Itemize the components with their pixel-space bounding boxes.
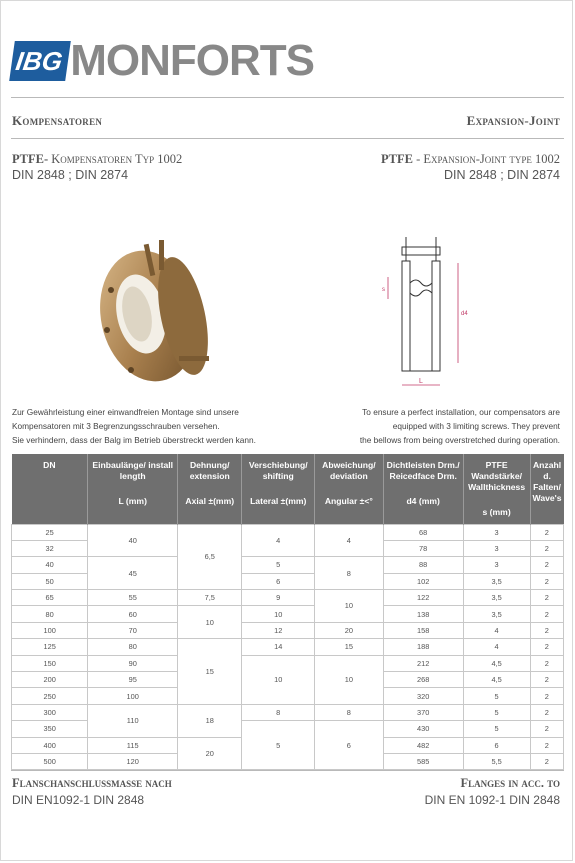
- cell-wall: 3,5: [463, 573, 530, 589]
- cell-d4: 482: [383, 737, 463, 753]
- cell-wall: 5: [463, 688, 530, 704]
- cell-dn: 250: [12, 688, 88, 704]
- drawing-label-d4: d4: [461, 311, 468, 317]
- cell-d4: 320: [383, 688, 463, 704]
- cell-wall: 5: [463, 721, 530, 737]
- title-left: [12, 152, 182, 167]
- cell-axial: 18: [178, 704, 242, 737]
- cell-dn: 100: [12, 622, 88, 638]
- title-left-bold: PTFE-: [12, 152, 49, 166]
- divider: [11, 770, 564, 771]
- header-angular: Abweichung/ deviation Angular ±<°: [315, 454, 384, 524]
- company-logo: [12, 36, 314, 85]
- cell-dn: 300: [12, 704, 88, 720]
- cell-install-length: 80: [88, 639, 178, 655]
- standard-left: DIN 2848 ; DIN 2874: [12, 168, 129, 182]
- cell-waves: 2: [530, 721, 563, 737]
- cell-lateral: 12: [242, 622, 315, 638]
- drawing-label-L: L: [419, 378, 423, 385]
- header-waves: Anzahl d. Falten/ Wave's: [530, 454, 563, 524]
- cell-lateral: 9: [242, 590, 315, 606]
- cell-d4: 68: [383, 524, 463, 540]
- cell-wall: 3,5: [463, 590, 530, 606]
- cell-dn: 400: [12, 737, 88, 753]
- footer-right-standard: DIN EN 1092-1 DIN 2848: [424, 793, 560, 807]
- cell-angular: 4: [315, 524, 384, 557]
- cell-d4: 585: [383, 753, 463, 769]
- cell-waves: 2: [530, 688, 563, 704]
- cell-axial: 20: [178, 737, 242, 770]
- title-right-rest: - Expansion-Joint type 1002: [413, 152, 560, 166]
- footer-left-standard: DIN EN1092-1 DIN 2848: [12, 793, 145, 807]
- cell-install-length: 40: [88, 524, 178, 557]
- cell-wall: 3,5: [463, 606, 530, 622]
- drawing-label-s: s: [382, 287, 385, 293]
- cell-d4: 102: [383, 573, 463, 589]
- table-row: [12, 557, 564, 573]
- description-line: equipped with 3 limiting screws. They prevent: [392, 421, 560, 431]
- cell-waves: 2: [530, 606, 563, 622]
- cell-waves: 2: [530, 639, 563, 655]
- standard-right: DIN 2848 ; DIN 2874: [443, 168, 560, 182]
- description-line: To ensure a perfect installation, our compensators are: [362, 407, 560, 417]
- cell-wall: 4,5: [463, 655, 530, 671]
- cell-lateral: 10: [242, 655, 315, 704]
- cell-wall: 5,5: [463, 753, 530, 769]
- cell-wall: 4,5: [463, 672, 530, 688]
- header-d4: Dichtleisten Drm./ Reicedface Drm. d4 (mm): [383, 454, 463, 524]
- table-row: [12, 639, 564, 655]
- cell-axial: 10: [178, 606, 242, 639]
- table-row: [12, 655, 564, 671]
- cell-d4: 158: [383, 622, 463, 638]
- cell-dn: 80: [12, 606, 88, 622]
- cell-axial: 15: [178, 639, 242, 705]
- cell-dn: 200: [12, 672, 88, 688]
- description-left: [12, 405, 256, 447]
- cell-angular: 8: [315, 557, 384, 590]
- cell-dn: 65: [12, 590, 88, 606]
- cell-d4: 88: [383, 557, 463, 573]
- cell-d4: 370: [383, 704, 463, 720]
- table-row: [12, 606, 564, 622]
- header-axial: Dehnung/ extension Axial ±(mm): [178, 454, 242, 524]
- cell-wall: 6: [463, 737, 530, 753]
- cell-waves: 2: [530, 753, 563, 769]
- logo-badge: IBG: [9, 41, 71, 81]
- cell-waves: 2: [530, 557, 563, 573]
- cell-wall: 3: [463, 540, 530, 556]
- cell-install-length: 95: [88, 672, 178, 688]
- table-header-row: [12, 454, 564, 524]
- cell-d4: 268: [383, 672, 463, 688]
- cell-dn: 125: [12, 639, 88, 655]
- divider: [11, 97, 564, 98]
- cell-waves: 2: [530, 590, 563, 606]
- cell-d4: 188: [383, 639, 463, 655]
- table-row: [12, 622, 564, 638]
- cell-d4: 78: [383, 540, 463, 556]
- title-right-bold: PTFE: [381, 152, 413, 166]
- cell-wall: 4: [463, 639, 530, 655]
- table-row: [12, 524, 564, 540]
- cell-install-length: 120: [88, 753, 178, 769]
- cell-waves: 2: [530, 524, 563, 540]
- header-install-length: Einbaulänge/ install length L (mm): [88, 454, 178, 524]
- category-left: Kompensatoren: [12, 113, 103, 128]
- logo-wordmark: MONFORTS: [70, 36, 314, 85]
- cell-lateral: 10: [242, 606, 315, 622]
- cell-waves: 2: [530, 655, 563, 671]
- cell-install-length: 70: [88, 622, 178, 638]
- cell-lateral: 6: [242, 573, 315, 589]
- cell-dn: 350: [12, 721, 88, 737]
- description-line: Kompensatoren mit 3 Begrenzungsschrauben versehen.: [12, 421, 220, 431]
- cell-lateral: 14: [242, 639, 315, 655]
- cell-angular: 20: [315, 622, 384, 638]
- cell-wall: 3: [463, 557, 530, 573]
- cell-lateral: 4: [242, 524, 315, 557]
- cell-install-length: 90: [88, 655, 178, 671]
- header-wall: PTFE Wandstärke/ Wallthickness s (mm): [463, 454, 530, 524]
- cell-angular: 10: [315, 655, 384, 704]
- cell-angular: 15: [315, 639, 384, 655]
- cell-install-length: 60: [88, 606, 178, 622]
- cell-dn: 25: [12, 524, 88, 540]
- description-right: [360, 405, 560, 447]
- cell-lateral: 5: [242, 721, 315, 770]
- cell-wall: 3: [463, 524, 530, 540]
- cell-dn: 500: [12, 753, 88, 769]
- cell-waves: 2: [530, 540, 563, 556]
- cell-d4: 212: [383, 655, 463, 671]
- cell-d4: 138: [383, 606, 463, 622]
- spec-table: [11, 454, 564, 770]
- divider: [11, 138, 564, 139]
- header-dn: DN: [12, 454, 88, 524]
- footer-right-title: Flanges in acc. to: [460, 776, 560, 790]
- cell-install-length: 100: [88, 688, 178, 704]
- cell-waves: 2: [530, 737, 563, 753]
- footer-left-title: Flanschanschlussmaße nach: [12, 776, 172, 790]
- category-right: Expansion-Joint: [466, 113, 560, 128]
- cell-wall: 5: [463, 704, 530, 720]
- cell-install-length: 110: [88, 704, 178, 737]
- cell-dn: 40: [12, 557, 88, 573]
- cell-waves: 2: [530, 704, 563, 720]
- technical-drawing: [378, 233, 478, 393]
- cell-d4: 122: [383, 590, 463, 606]
- title-right: [381, 152, 560, 167]
- cell-wall: 4: [463, 622, 530, 638]
- cell-install-length: 45: [88, 557, 178, 590]
- cell-waves: 2: [530, 672, 563, 688]
- table-body: [12, 524, 564, 770]
- description-line: Sie verhindern, dass der Balg im Betrieb überstreckt werden kann.: [12, 435, 256, 445]
- cell-d4: 430: [383, 721, 463, 737]
- header-lateral: Verschiebung/ shifting Lateral ±(mm): [242, 454, 315, 524]
- cell-waves: 2: [530, 622, 563, 638]
- cell-angular: 8: [315, 704, 384, 720]
- cell-dn: 50: [12, 573, 88, 589]
- table-row: [12, 590, 564, 606]
- cell-axial: 7,5: [178, 590, 242, 606]
- cell-lateral: 8: [242, 704, 315, 720]
- cell-lateral: 5: [242, 557, 315, 573]
- cell-angular: 10: [315, 590, 384, 623]
- title-left-rest: Kompensatoren Typ 1002: [48, 152, 183, 166]
- cell-angular: 6: [315, 721, 384, 770]
- cell-dn: 32: [12, 540, 88, 556]
- cell-install-length: 115: [88, 737, 178, 753]
- description-line: the bellows from being overstretched during operation.: [359, 435, 560, 445]
- cell-waves: 2: [530, 573, 563, 589]
- product-photo: [91, 234, 216, 394]
- cell-dn: 150: [12, 655, 88, 671]
- table-row: [12, 704, 564, 720]
- cell-axial: 6,5: [178, 524, 242, 590]
- description-line: Zur Gewährleistung einer einwandfreien Montage sind unsere: [12, 407, 239, 417]
- cell-install-length: 55: [88, 590, 178, 606]
